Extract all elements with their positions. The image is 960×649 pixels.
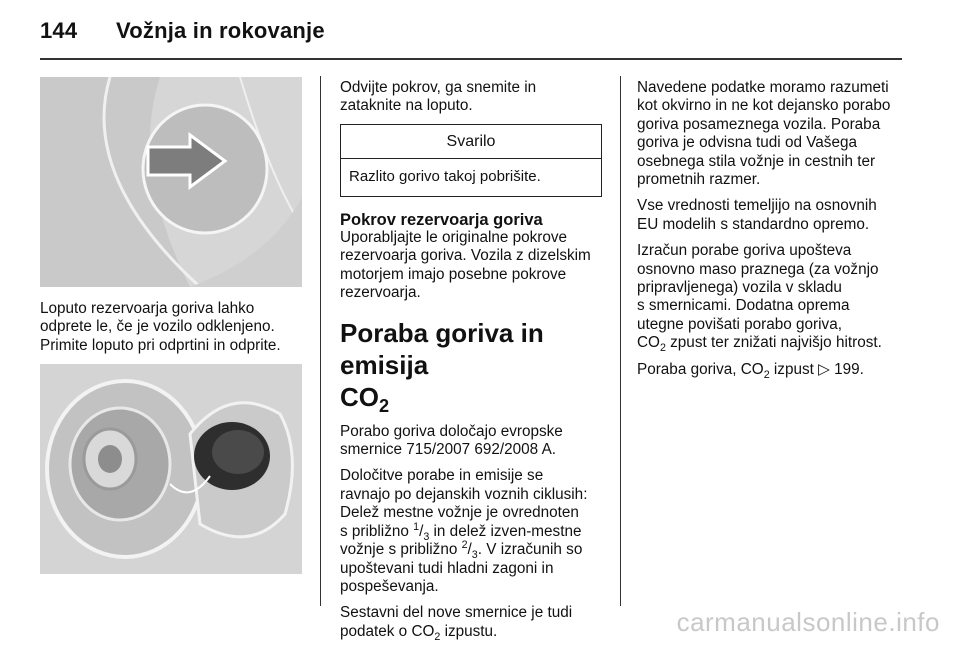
fuel-flap-closed-image [40, 77, 302, 287]
section-heading [340, 317, 610, 416]
text-fragment: podatek o CO [340, 622, 435, 640]
fuel-cap-text [340, 229, 610, 303]
warning-title: Svarilo [341, 125, 601, 159]
fraction-numerator: 1 [413, 520, 420, 533]
text-line: kot okvirno in ne kot dejansko porabo [637, 97, 891, 115]
column-divider-2 [620, 76, 621, 606]
text-line: Navedene podatke moramo razumeti [637, 79, 889, 96]
column-divider-1 [320, 76, 321, 606]
text-line: prometnih razmer. [637, 171, 761, 189]
text-fragment: in delež izven-mestne [429, 522, 582, 540]
text-line: pripravljenega) vozila v skladu [637, 279, 842, 297]
text-line: EU modelih s standardno opremo. [637, 215, 870, 233]
text-fragment: . V izračunih so [477, 541, 583, 559]
column-3-text [637, 79, 907, 387]
column-1-text [40, 300, 310, 363]
page-reference-link[interactable]: 199. [829, 360, 864, 378]
fuel-flap-caption [40, 300, 310, 355]
text-line: Sestavni del nove smernice je tudi [340, 604, 573, 622]
fuel-cap-open-image [40, 364, 302, 574]
text-fragment: vožnje s približno [340, 541, 462, 559]
text-line: utegne povišati porabo goriva, [637, 315, 842, 333]
page-header [40, 18, 325, 44]
paragraph-2: Določitve porabe in emisije se ravnajo po dejanskih voznih ciklusih: Delež mestne vožnje je ovrednoten s približno $^1/_3$ in delež izven-mestne vožnje s približno $^2/_3$. V izračunih so upoštevani tudi hladni zagoni in pospeševanja. [340, 467, 588, 595]
text-line: upoštevani tudi hladni zagoni in [340, 559, 554, 577]
text-fragment: s približno [340, 522, 414, 540]
text-line: zataknite na loputo. [340, 97, 473, 115]
caption-line: Loputo rezervoarja goriva lahko [40, 300, 255, 317]
paragraph-3 [340, 604, 610, 641]
text-line: Vse vrednosti temeljijo na osnovnih [637, 197, 877, 215]
subscript: 2 [659, 342, 666, 355]
text-line: goriva je odvisna tudi od Vašega [637, 134, 857, 152]
page-reference-icon: ▷ [818, 360, 830, 378]
subscript: 2 [763, 368, 770, 381]
text-line: Delež mestne vožnje je ovrednoten [340, 504, 579, 522]
fraction-denominator: 3 [423, 530, 430, 543]
section-heading-co: CO [340, 381, 379, 412]
text-fragment: izpust [769, 360, 819, 378]
paragraph-reference [637, 361, 907, 379]
text-fragment: zpust ter znižati najvišjo hitrost. [665, 334, 882, 352]
caption-line: odprete le, če je vozilo odklenjeno. [40, 318, 275, 336]
paragraph-mass [637, 242, 907, 355]
watermark: carmanualsonline.info [676, 607, 940, 637]
paragraph-note [637, 79, 907, 189]
text-line: goriva posameznega vozila. Poraba [637, 115, 881, 133]
page-number: 144 [40, 18, 78, 43]
text-line: osebnega stila vožnje in cestnih ter [637, 152, 876, 170]
text-fragment: CO [637, 334, 660, 352]
text-line: s smernicami. Dodatna oprema [637, 297, 850, 315]
text-line: pospeševanja. [340, 577, 439, 595]
subscript: 2 [379, 395, 390, 416]
header-rule [40, 58, 902, 60]
text-line: Izračun porabe goriva upošteva [637, 242, 852, 260]
text-line: Uporabljajte le originalne pokrove [340, 229, 568, 247]
text-line: Določitve porabe in emisije se [340, 467, 544, 485]
paragraph-models [637, 197, 907, 234]
subscript: 2 [434, 630, 441, 643]
text-line: rezervoarja goriva. Vozila z dizelskim [340, 247, 591, 265]
fuel-cap-heading: Pokrov rezervoarja goriva [340, 210, 543, 229]
text-fragment: izpustu. [440, 622, 498, 640]
text-fragment: Poraba goriva, CO [637, 360, 764, 378]
paragraph-1 [340, 423, 610, 460]
warning-box [340, 124, 602, 197]
remove-cap-text [340, 79, 610, 116]
column-2-text [340, 79, 610, 649]
fraction-denominator: 3 [471, 549, 478, 562]
text-line: rezervoarja. [340, 284, 421, 302]
text-line: Odvijte pokrov, ga snemite in [340, 79, 537, 96]
text-line: motorjem imajo posebne pokrove [340, 265, 567, 283]
text-line: Porabo goriva določajo evropske [340, 422, 563, 440]
caption-line: Primite loputo pri odprtini in odprite. [40, 336, 281, 354]
text-line: osnovno maso praznega (za vožnjo [637, 260, 879, 278]
page-title: Vožnja in rokovanje [116, 18, 325, 43]
text-line: ravnajo po dejanskih voznih ciklusih: [340, 485, 588, 503]
fraction-numerator: 2 [461, 539, 468, 551]
section-heading-line1: Poraba goriva in emisija [340, 317, 544, 380]
text-line: smernice 715/2007 692/2008 A. [340, 441, 557, 459]
warning-text: Razlito gorivo takoj pobrišite. [349, 168, 541, 186]
